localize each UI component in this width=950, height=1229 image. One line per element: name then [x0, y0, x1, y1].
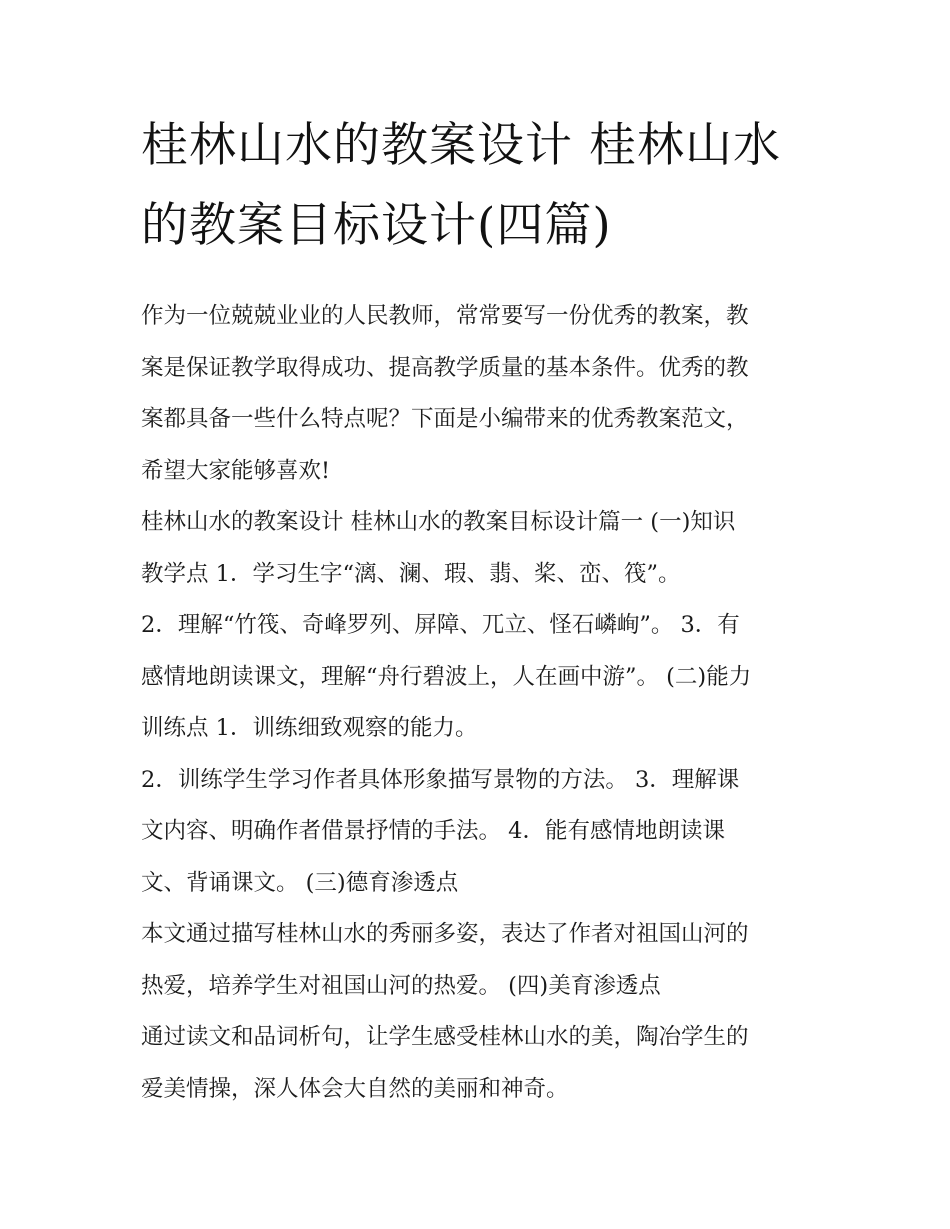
body-line: 文、背诵课文。 (三)德育渗透点 — [141, 869, 459, 896]
document-body — [141, 291, 821, 1115]
body-line: 桂林山水的教案设计 桂林山水的教案目标设计篇一 (一)知识 — [141, 509, 736, 535]
title-line: 的教案目标设计(四篇) — [141, 198, 612, 253]
document-title — [141, 106, 821, 266]
body-line: 教学点 1．学习生字“漓、澜、瑕、翡、桨、峦、筏”。 — [141, 560, 681, 587]
title-line: 桂林山水的教案设计 桂林山水 — [141, 118, 781, 173]
body-line: 案都具备一些什么特点呢？下面是小编带来的优秀教案范文， — [141, 406, 749, 432]
body-line: 本文通过描写桂林山水的秀丽多姿，表达了作者对祖国山河的 — [141, 921, 749, 947]
body-line: 案是保证教学取得成功、提高教学质量的基本条件。优秀的教 — [141, 354, 749, 381]
body-line: 希望大家能够喜欢! — [141, 457, 331, 484]
body-line: 文内容、明确作者借景抒情的手法。 4．能有感情地朗读课 — [141, 818, 725, 844]
body-line: 爱美情操，深人体会大自然的美丽和神奇。 — [141, 1075, 569, 1102]
body-line: 2．训练学生学习作者具体形象描写景物的方法。 3．理解课 — [141, 766, 740, 793]
body-line: 感情地朗读课文，理解“舟行碧波上，人在画中游”。 (二)能力 — [141, 663, 752, 690]
body-line: 训练点 1．训练细致观察的能力。 — [141, 715, 478, 741]
body-line: 热爱，培养学生对祖国山河的热爱。 (四)美育渗透点 — [141, 972, 661, 999]
body-line: 2．理解“竹筏、奇峰罗列、屏障、兀立、怪石嶙峋”。 3．有 — [141, 612, 740, 638]
document-content — [141, 106, 821, 1115]
body-line: 通过读文和品词析句，让学生感受桂林山水的美，陶冶学生的 — [141, 1024, 749, 1050]
body-line: 作为一位兢兢业业的人民教师，常常要写一份优秀的教案，教 — [141, 303, 749, 329]
